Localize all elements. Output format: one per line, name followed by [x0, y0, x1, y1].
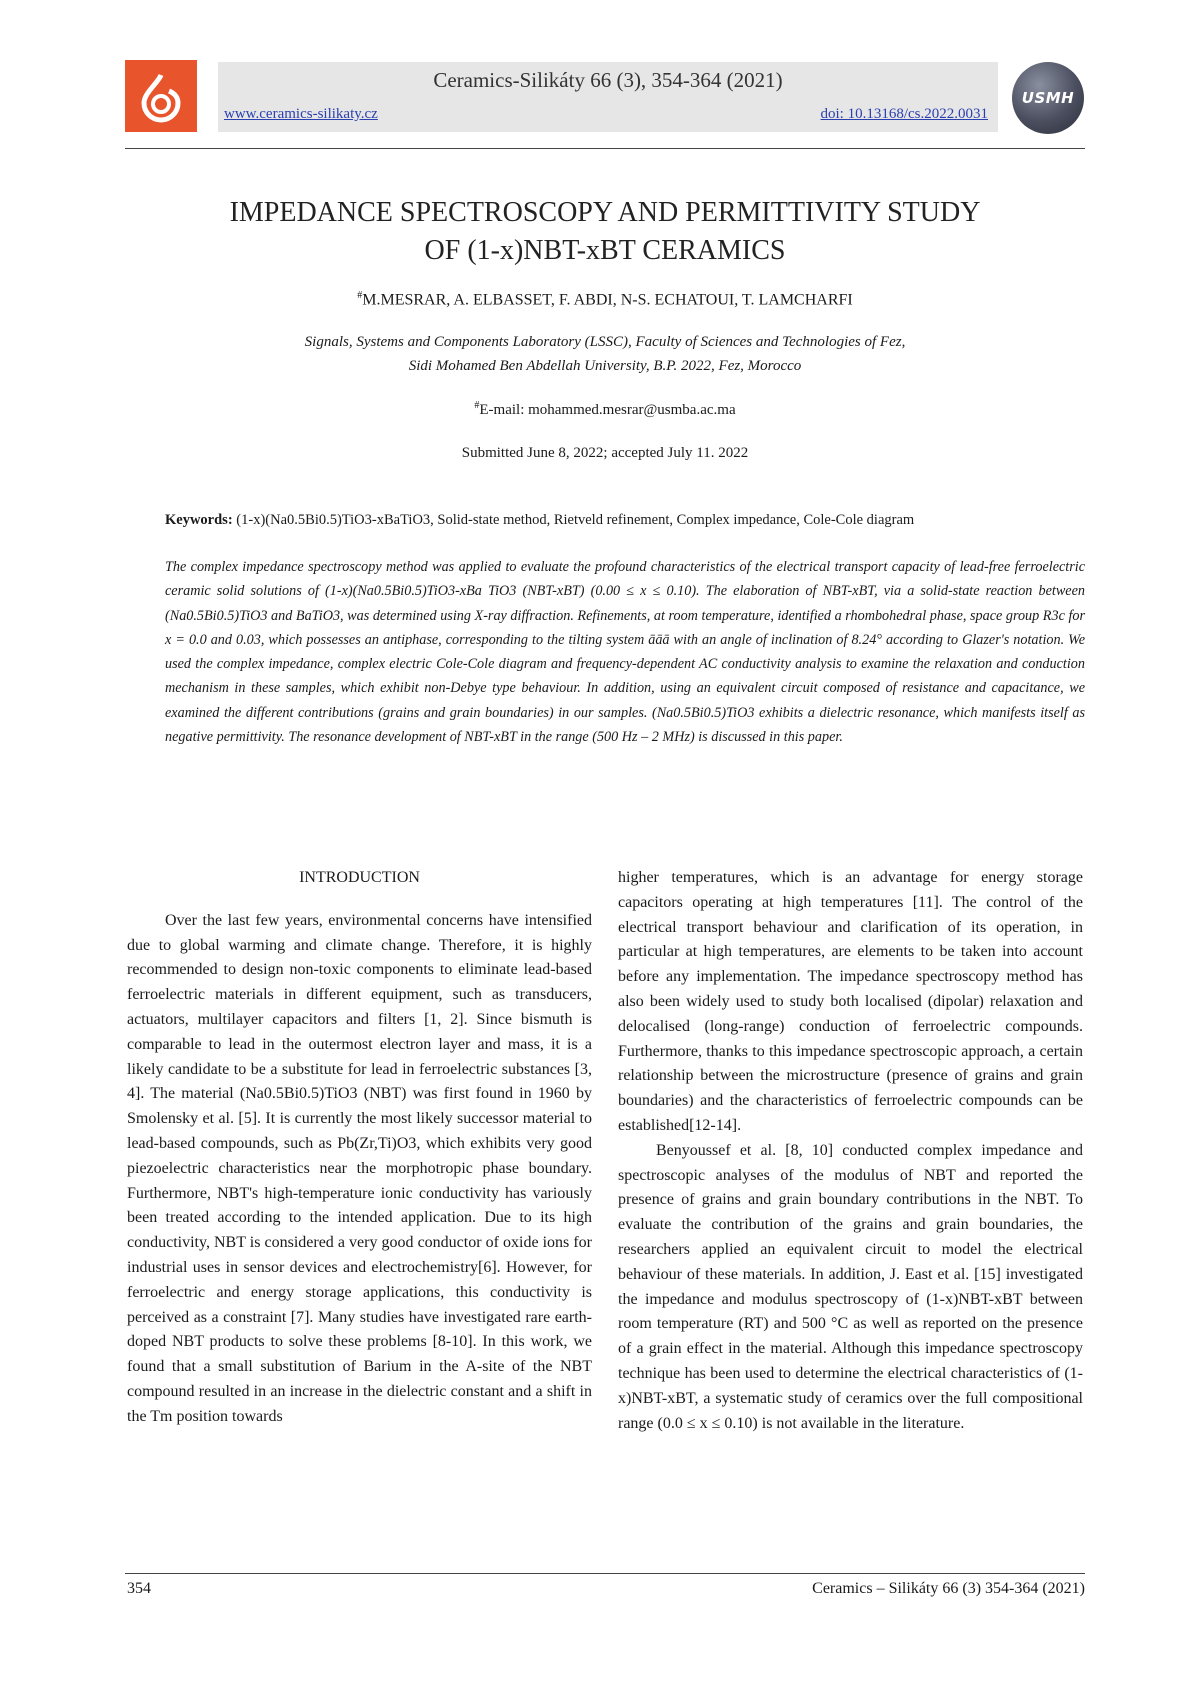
- left-column: [127, 866, 592, 1430]
- keywords-text: (1-x)(Na0.5Bi0.5)TiO3-xBaTiO3, Solid-state method, Rietveld refinement, Complex impedance, Cole-Cole diagram: [236, 512, 915, 528]
- keywords: [165, 512, 1085, 529]
- doi-link[interactable]: doi: 10.13168/cs.2022.0031: [820, 106, 988, 122]
- footer-citation: Ceramics – Silikáty 66 (3) 354-364 (2021): [812, 1580, 1085, 1597]
- title-line-1: IMPEDANCE SPECTROSCOPY AND PERMITTIVITY STUDY: [229, 197, 981, 228]
- section-heading-introduction: INTRODUCTION: [299, 869, 420, 886]
- email-mark: #: [474, 400, 480, 411]
- header-divider: [125, 148, 1085, 149]
- journal-header: [218, 62, 998, 132]
- right-column: [618, 866, 1083, 1436]
- drop-logo-icon: [134, 69, 188, 123]
- journal-title: Ceramics-Silikáty 66 (3), 354-364 (2021): [433, 68, 783, 92]
- journal-logo-icon: [125, 60, 197, 132]
- email-text: E-mail: mohammed.mesrar@usmba.ac.ma: [479, 402, 736, 418]
- footer-divider: [125, 1573, 1085, 1574]
- paragraph: Over the last few years, environmental concerns have intensified due to global warming and climate change. Therefore, it is highly recommended to design non-toxic components to eliminate lead-based ferroelectric materials in different equipment, such as transducers, actuators, multilayer capacitors and filters [1, 2]. Since bismuth is comparable to lead in the outermost electron layer and mass, it is a likely candidate to be a substitute for lead in ferroelectric substances [3, 4]. The material (Na0.5Bi0.5)TiO3 (NBT) was first found in 1960 by Smolensky et al. [5]. It is currently the most likely successor material to lead-based compounds, such as Pb(Zr,Ti)O3, which exhibits very good piezoelectric characteristics near the morphotropic phase boundary. Furthermore, NBT's high-temperature ionic conductivity has variously been treated according to the intended application. Due to its high conductivity, NBT is considered a very good conductor of oxide ions for industrial uses in sensor devices and electrochemistry[6]. However, for ferroelectric and energy storage applications, this conductivity is perceived as a constraint [7]. Many studies have investigated rare earth-doped NBT products to solve these problems [8-10]. In this work, we found that a small substitution of Barium in the A-site of the NBT compound resulted in an increase in the dielectric constant and a shift in the Tm position towards: [127, 911, 592, 1425]
- affiliation-line-1: Signals, Systems and Components Laboratory (LSSC), Faculty of Sciences and Technologies of Fez,: [304, 334, 906, 350]
- authors-text: M.MESRAR, A. ELBASSET, F. ABDI, N-S. ECHATOUI, T. LAMCHARFI: [362, 291, 853, 309]
- title-line-2: OF (1-x)NBT-xBT CERAMICS: [424, 235, 786, 266]
- usmh-logo-text: USMH: [1021, 89, 1075, 107]
- paragraph: higher temperatures, which is an advantage for energy storage capacitors operating at high temperatures [11]. The control of the electrical transport behaviour and clarification of its operation, in particular at high temperatures, are elements to be taken into account before any implementation. The impedance spectroscopy method has also been widely used to study both localised (dipolar) relaxation and delocalised (long-range) conduction of ferroelectric compounds. Furthermore, thanks to this impedance spectroscopic approach, a certain relationship between the microstructure (presence of grains and grain boundaries) and the characteristics of ferroelectric compounds can be established[12-14].: [618, 869, 1083, 1134]
- paragraph: Benyoussef et al. [8, 10] conducted complex impedance and spectroscopic analyses of the modulus of NBT and reported the presence of grains and grain boundary contributions in the NBT. To evaluate the contribution of the grains and grain boundaries, the researchers applied an equivalent circuit to model the electrical behaviour of these materials. In addition, J. East et al. [15] investigated the impedance and modulus spectroscopy of (1-x)NBT-xBT between room temperature (RT) and 500 °C as well as reported on the presence of a grain effect in the material. Although this impedance spectroscopy technique has been used to determine the electrical characteristics of (1-x)NBT-xBT, a systematic study of ceramics over the full compositional range (0.0 ≤ x ≤ 0.10) is not available in the literature.: [618, 1141, 1083, 1432]
- article-title: [125, 194, 1085, 270]
- abstract: The complex impedance spectroscopy method was applied to evaluate the profound characteristics of the electrical transport capacity of lead-free ferroelectric ceramic solid solutions of (1-x)(Na0.5Bi0.5)TiO3-xBa TiO3 (NBT-xBT) (0.00 ≤ x ≤ 0.10). The elaboration of NBT-xBT, via a solid-state reaction between (Na0.5Bi0.5)TiO3 and BaTiO3, was determined using X-ray diffraction. Refinements, at room temperature, identified a rhombohedral phase, space group R3c for x = 0.0 and 0.03, which possesses an antiphase, corresponding to the tilting system āāā with an angle of inclination of 8.24° according to Glazer's notation. We used the complex impedance, complex electric Cole-Cole diagram and frequency-dependent AC conductivity analysis to examine the relaxation and conduction mechanism in these samples, which exhibit non-Debye type behaviour. In addition, using an equivalent circuit composed of resistance and capacitance, we examined the different contributions (grains and grain boundaries) in our samples. (Na0.5Bi0.5)TiO3 exhibits a dielectric resonance, which manifests itself as negative permittivity. The resonance development of NBT-xBT in the range (500 Hz – 2 MHz) is discussed in this paper.: [165, 559, 1085, 746]
- keywords-label: Keywords:: [165, 512, 233, 528]
- author-list: [125, 290, 1085, 309]
- submission-dates: Submitted June 8, 2022; accepted July 11. 2022: [461, 445, 749, 461]
- usmh-logo: [1012, 62, 1084, 134]
- affiliation-line-2: Sidi Mohamed Ben Abdellah University, B.P. 2022, Fez, Morocco: [408, 358, 802, 374]
- website-link[interactable]: www.ceramics-silikaty.cz: [224, 106, 378, 122]
- corresponding-mark: #: [357, 290, 363, 301]
- affiliation: [125, 330, 1085, 378]
- contact-email: [125, 400, 1085, 419]
- page-number: 354: [127, 1580, 151, 1597]
